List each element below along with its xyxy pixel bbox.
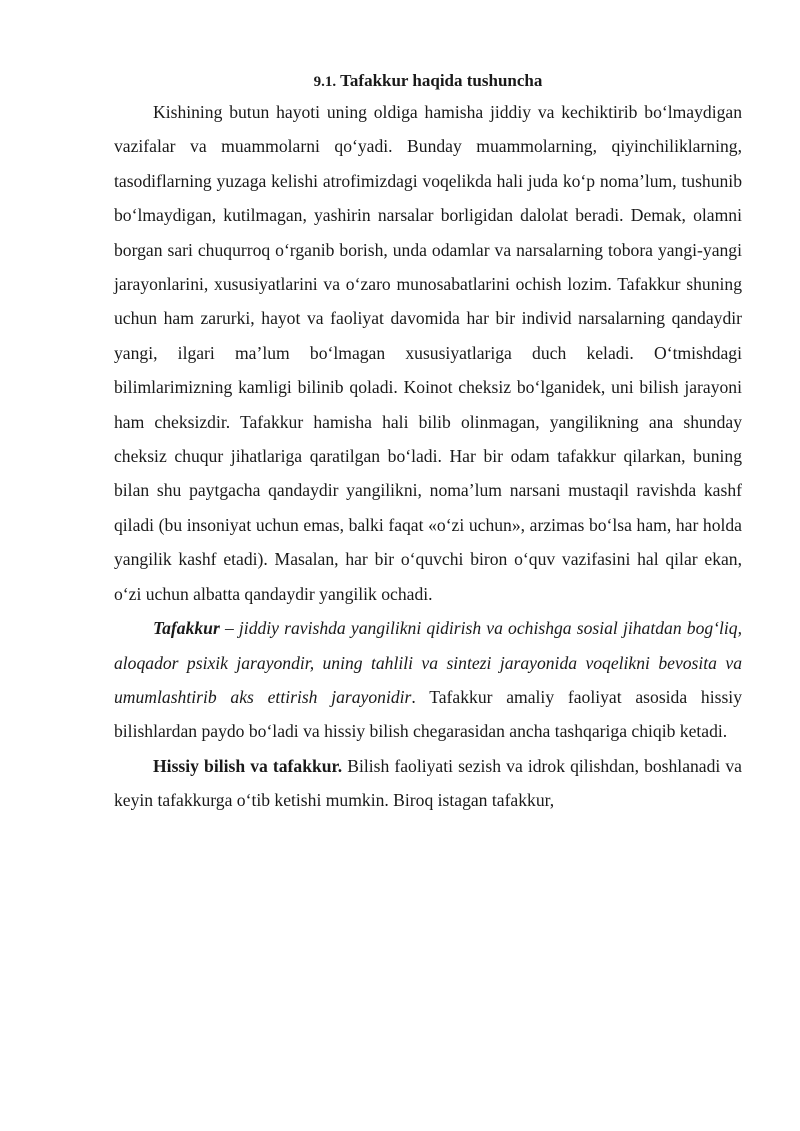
document-page <box>114 70 742 818</box>
paragraph-sensory <box>114 749 742 818</box>
sensory-text: Bilish faoliyati sezish va idrok qilishdan, boshlanadi va keyin tafakkurga o‘tib ketishi mumkin. Biroq istagan tafakkur, <box>114 755 742 811</box>
sensory-lead: Hissiy bilish va tafakkur. <box>153 755 343 776</box>
definition-term: Tafakkur <box>153 618 220 639</box>
section-number: 9.1. <box>313 74 337 90</box>
section-title: Tafakkur haqida tushuncha <box>340 71 543 90</box>
definition-text: – jiddiy ravishda yangilikni qidirish va ochishga sosial jihatdan bog‘liq, aloqador psixik jarayondir, uning tahlili va sintezi jarayonida voqelikni bevosita va umumlashtirib aks ettirish jarayonidir <box>114 618 742 707</box>
definition-rest: . Tafakkur amaliy faoliyat asosida hissiy bilishlardan paydo bo‘ladi va hissiy bilish chegarasidan ancha tashqariga chiqib ketadi. <box>114 686 742 742</box>
paragraph-definition <box>114 611 742 749</box>
section-heading <box>114 70 742 93</box>
paragraph-intro: Kishining butun hayoti uning oldiga hamisha jiddiy va kechiktirib bo‘lmaydigan vazifalar va muammolarni qo‘yadi. Bunday muammolarning, qiyinchiliklarning, tasodiflarning yuzaga kelishi atrofimizdagi voqelikda hali juda ko‘p noma’lum, tushunib bo‘lmaydigan, kutilmagan, yashirin narsalar borligidan dalolat beradi. Demak, olamni borgan sari chuqurroq o‘rganib borish, unda odamlar va narsalarning tobora yangi-yangi jarayonlarini, xususiyatlarini va o‘zaro munosabatlarini ochish lozim. Tafakkur shuning uchun ham zarurki, hayot va faoliyat davomida har bir individ narsalarning qandaydir yangi, ilgari ma’lum bo‘lmagan xususiyatlariga duch keladi. O‘tmishdagi bilimlarimizning kamligi bilinib qoladi. Koinot cheksiz bo‘lganidek, uni bilish jarayoni ham cheksizdir. Tafakkur hamisha hali bilib olinmagan, yangilikning ana shunday cheksiz chuqur jihatlariga qaratilgan bo‘ladi. Har bir odam tafakkur qilarkan, buning bilan shu paytgacha qandaydir yangilikni, noma’lum narsani mustaqil ravishda kashf qiladi (bu insoniyat uchun emas, balki faqat «o‘zi uchun», arzimas bo‘lsa ham, har holda yangilik kashf etadi). Masalan, har bir o‘quvchi biron o‘quv vazifasini hal qilar ekan, o‘zi uchun albatta qandaydir yangilik ochadi. <box>114 102 742 604</box>
